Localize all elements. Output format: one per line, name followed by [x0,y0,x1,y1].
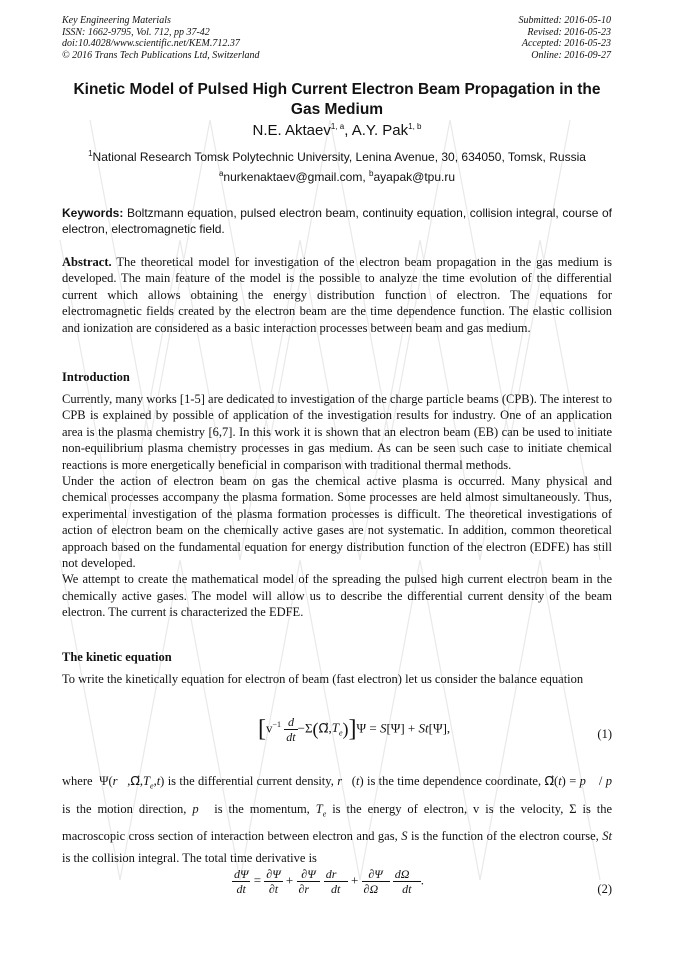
keywords [62,206,612,237]
keywords-label: Keywords: [62,206,124,220]
accepted-date: Accepted: 2016-05-23 [521,38,611,49]
equation-2: $\frac{d\Psi}{dt}$ = $\frac{\partial\Psi}{\partial t}$ + $\frac{\partial\Psi}{\partial r⃗}$ $\frac{dr⃗}{dt}$ + $\frac{\partial\Psi}{\partial\Omega⃗}$ $\frac{d\Omega⃗}{dt}$ . [234,867,425,896]
journal-name: Key Engineering Materials [62,15,171,26]
definition-text: is the [485,801,515,816]
abstract-text: The theoretical model for investigation of the electron beam propagation in the gas medium is developed. The main feature of the model is the possible to analyze the time evolution of the differential current which allows obtaining the energy distribution function of electron. The equations for electromagnetic fields created by the electron beam are the time dependence function. The elastic collision and ionization are considered as a basic interaction processes between beam and gas medium. [62,255,612,335]
author-name: N.E. Aktaev [252,122,331,139]
definition-text: is the collision integral. The total time derivative is [62,851,317,865]
revised-date: Revised: 2016-05-23 [527,26,611,38]
definition-text: is the motion direction, [62,801,187,816]
section-heading-kinetic-equation: The kinetic equation [62,650,172,664]
affiliation-sup: 1 [88,149,93,158]
author-affil-sup: 1, a [330,122,345,131]
definition-text: is the energy of electron, [332,801,468,816]
submitted-date: Submitted: 2016-05-10 [518,15,611,26]
keywords-text: Boltzmann equation, pulsed electron beam, continuity equation, collision integral, course of electron, electromagnetic field. [62,206,612,236]
online-date: Online: 2016-09-27 [531,49,611,61]
author-emails [62,170,612,184]
kinetic-intro-paragraph [62,671,612,687]
definition-text: is the macroscopic cross section of interaction between electron and gas, [62,801,613,843]
journal-header-right [519,15,612,61]
definition-text: function of the electron course, [441,829,599,843]
equation-1: [$v^{-1}$ $\frac{d}{dt}$ $-\Sigma(\Omega⃗,T_e)]\Psi = S[\Psi] + St[\Psi]$, [258,715,451,744]
definition-text: velocity, [520,801,564,816]
doi-line: doi:10.4028/www.scientific.net/KEM.712.37 [62,38,240,49]
definition-text: is the time dependence coordinate, [366,774,542,788]
equation-definitions: where $\Psi(r⃗,\Omega⃗,T_e,t)$ is the differential current density, r⃗(t) is the time dependence coordinate, Ω⃗(t) = p⃗ / p is the motion direction, p⃗ is the momentum, $T_e$ is the energy of electron, v is the velocity, Σ is the macroscopic cross section of interaction between electron and gas, S is the function of the electron course, St is the collision integral. The total time derivative is [62,774,613,865]
copyright-line: © 2016 Trans Tech Publications Ltd, Switzerland [62,49,260,61]
email-sup: a [218,169,224,178]
journal-header-left [62,15,260,61]
paragraph: We attempt to create the mathematical model of the spreading the pulsed high current electron beam in the chemically active gases. The model will allow us to describe the differential current density of the beam electron. The current is characterized the EDFE. [62,572,612,620]
paper-title: Kinetic Model of Pulsed High Current Electron Beam Propagation in the Gas Medium [73,81,601,118]
issn-line: ISSN: 1662-9795, Vol. 712, pp 37-42 [62,26,210,38]
definition-text: is the [410,829,439,843]
affiliation [62,150,612,164]
equation-number: (2) [597,882,612,896]
introduction-body [62,391,612,621]
affiliation-text: National Research Tomsk Polytechnic University, Lenina Avenue, 30, 634050, Tomsk, Russia [92,150,586,164]
author-affil-sup: 1, b [408,122,422,131]
equation-number: (1) [597,727,612,741]
author-name: A.Y. Pak [351,122,409,139]
author-list: N.E. Aktaev$^{1, a}$, A.Y. Pak$^{1, b}$ [252,122,422,139]
section-heading-introduction: Introduction [62,370,130,384]
email-sup: b [369,169,374,178]
email-link[interactable]: ayapak@tpu.ru [373,170,456,184]
paragraph: Currently, many works [1-5] are dedicated to investigation of the charge particle beams (CPB). The interest to CPB is explained by possible of application of the investigation results for industry. One of an application area is the plasma chemistry [6,7]. In this work it is shown that an electron beam (EB) can be used to initiate non-equilibrium plasma chemistry processes in gas medium. As can be seen such case to initiate chemical reactions is more energetically beneficial in comparison with traditional thermal methods. [62,392,612,472]
definition-text: is the momentum, [214,801,310,816]
abstract-label: Abstract. [62,255,112,269]
email-link[interactable]: nurkenaktaev@gmail.com, [223,170,366,184]
paragraph: Under the action of electron beam on gas the chemical active plasma is occurred. Many physical and chemical processes accompany the plasma formation. Some processes are held almost simultaneously. Thus, experimental investigation of the plasma formation processes is difficult. The theoretical investigations of action of electron beam on the chemically active gases are not systematic. In addition, common theoretical approach based on the fundamental equation for energy distribution function of the electron (EDFE) has still not developed. [62,474,612,571]
abstract [62,254,612,336]
definition-text: is the differential current density, [167,774,334,788]
paragraph: To write the kinetically equation for electron of beam (fast electron) let us consider the balance equation [62,672,584,686]
